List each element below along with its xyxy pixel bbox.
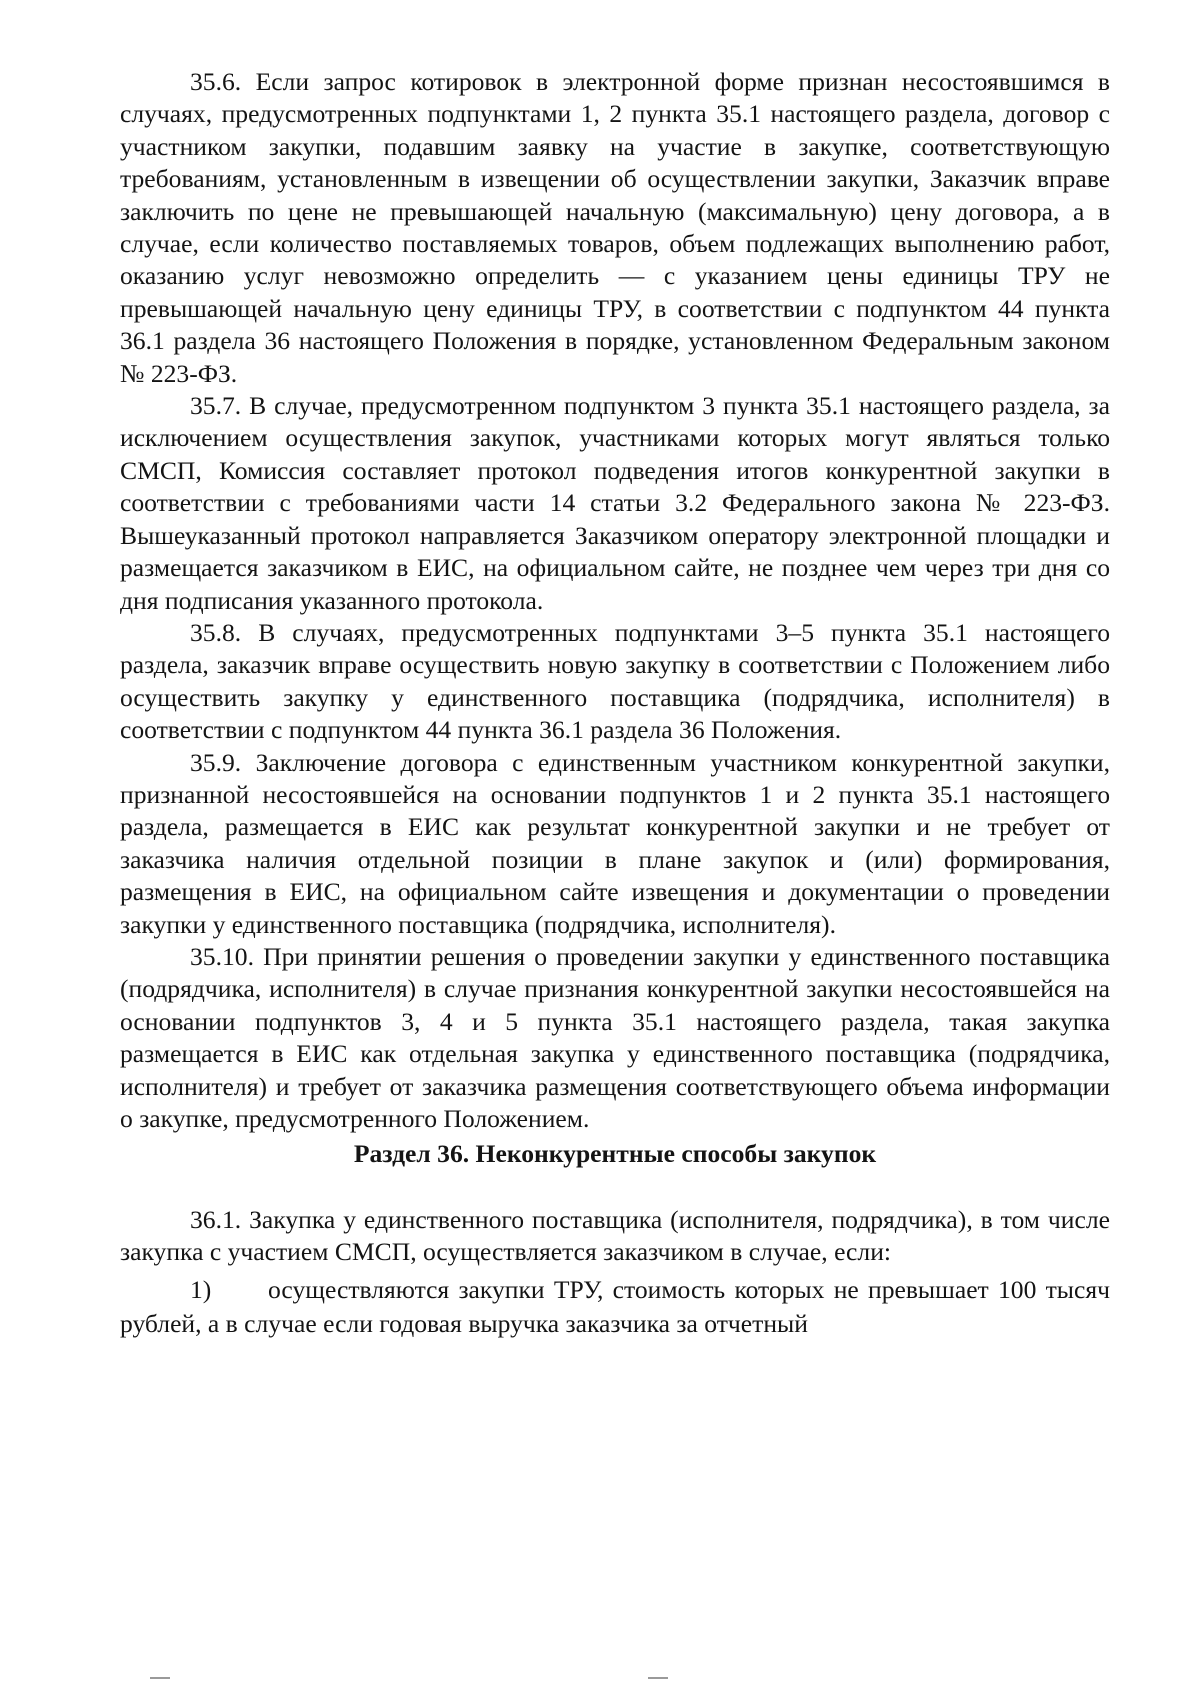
scan-mark-center <box>648 1677 668 1679</box>
section-spacer <box>120 1171 1110 1204</box>
section-heading: Раздел 36. Неконкурентные способы закупок <box>353 1139 877 1169</box>
list-item-number: 1) <box>190 1274 212 1304</box>
paragraph-35-9: 35.9. Заключение договора с единственным участником конкурентной закупки, признанной несостоявшейся на основании подпунктов 1 и 2 пункта 35.1 настоящего раздела, размещается в ЕИС как результат конкурентной закупки и не требует от заказчика наличия отдельной позиции в плане закупок и (или) формирования, размещения в ЕИС, на официальном сайте извещения и документации о проведении закупки у единственного поставщика (подрядчика, исполнителя). <box>120 747 1110 939</box>
paragraph-35-8: 35.8. В случаях, предусмотренных подпунктами 3–5 пункта 35.1 настоящего раздела, заказчик вправе осуществить новую закупку в соответствии с Положением либо осуществить закупку у единственного поставщика (подрядчика, исполнителя) в соответствии с подпунктом 44 пункта 36.1 раздела 36 Положения. <box>120 617 1110 745</box>
scan-mark-left <box>150 1677 170 1679</box>
list-item-text: осуществляются закупки ТРУ, стоимость которых не превышает 100 тысяч рублей, а в случае если годовая выручка заказчика за отчетный <box>120 1274 1110 1338</box>
paragraph-35-10: 35.10. При принятии решения о проведении закупки у единственного поставщика (подрядчика, исполнителя) в случае признания конкурентной закупки несостоявшейся на основании подпунктов 3, 4 и 5 пункта 35.1 настоящего раздела, такая закупка размещается в ЕИС как отдельная закупка у единственного поставщика (подрядчика, исполнителя) и требует от заказчика размещения соответствующего объема информации о закупке, предусмотренного Положением. <box>120 941 1110 1133</box>
paragraph-35-7: 35.7. В случае, предусмотренном подпунктом 3 пункта 35.1 настоящего раздела, за исключением осуществления закупок, участниками которых могут являться только СМСП, Комиссия составляет протокол подведения итогов конкурентной закупки в соответствии с требованиями части 14 статьи 3.2 Федерального закона № 223-ФЗ. Вышеуказанный протокол направляется Заказчиком оператору электронной площадки и размещается заказчиком в ЕИС, на официальном сайте, не позднее чем через три дня со дня подписания указанного протокола. <box>120 391 1110 615</box>
document-page <box>120 66 1110 1341</box>
paragraph-35-6: 35.6. Если запрос котировок в электронной форме признан несостоявшимся в случаях, предусмотренных подпунктами 1, 2 пункта 35.1 настоящего раздела, договор с участником закупки, подавшим заявку на участие в закупке, соответствующую требованиям, установленным в извещении об осуществлении закупки, Заказчик вправе заключить по цене не превышающей начальную (максимальную) цену договора, а в случае, если количество поставляемых товаров, объем подлежащих выполнению работ, оказанию услуг невозможно определить — с указанием цены единицы ТРУ не превышающей начальную цену единицы ТРУ, в соответствии с подпунктом 44 пункта 36.1 раздела 36 настоящего Положения в порядке, установленном Федеральным законом № 223-ФЗ. <box>120 67 1110 388</box>
list-item-1 <box>120 1273 1110 1341</box>
paragraph-36-1: 36.1. Закупка у единственного поставщика (исполнителя, подрядчика), в том числе закупка с участием СМСП, осуществляется заказчиком в случае, если: <box>120 1204 1110 1267</box>
